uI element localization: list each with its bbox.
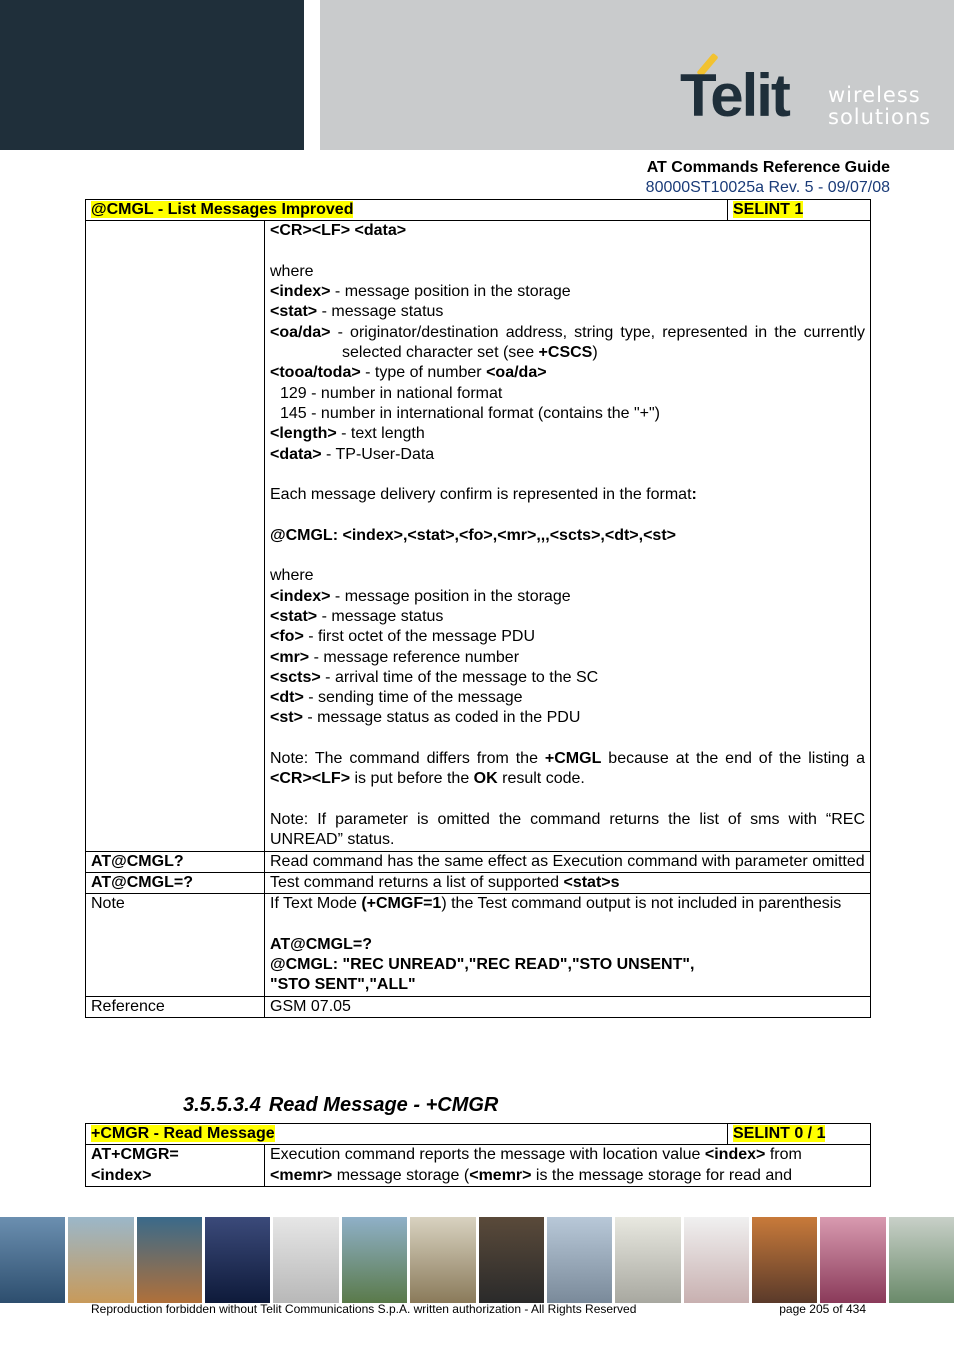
footer-photo — [273, 1217, 338, 1303]
note-text-b: (+CMGF=1 — [361, 895, 442, 913]
table-title-cell — [86, 1124, 728, 1145]
note-ref: +CMGL — [544, 750, 602, 768]
exec-desc-text: from — [765, 1146, 802, 1164]
param-index — [270, 282, 865, 302]
param-name: <scts> — [270, 668, 321, 686]
param-length — [270, 424, 865, 444]
footer-photo — [479, 1217, 544, 1303]
footer-photo — [615, 1217, 680, 1303]
section-title: Read Message - +CMGR — [268, 1094, 499, 1116]
exec-desc-ref: <index> — [704, 1146, 766, 1164]
spacer — [270, 546, 865, 566]
selint-badge: SELINT 0 / 1 — [733, 1125, 826, 1142]
data-line: <CR><LF> <data> — [270, 222, 407, 240]
param-desc: - sending time of the message — [303, 689, 523, 707]
param-ref: <oa/da> — [486, 364, 547, 382]
footer-photo — [889, 1217, 954, 1303]
note-label: Note — [86, 894, 265, 996]
doc-revision: 80000ST10025a Rev. 5 - 09/07/08 — [645, 179, 890, 196]
param-name: <mr> — [270, 648, 310, 666]
test-desc-ref: <stat>s — [563, 873, 620, 891]
spacer — [270, 914, 865, 934]
section-heading — [183, 1094, 498, 1117]
param-desc: - message status — [317, 607, 444, 625]
footer-photo-strip — [0, 1217, 954, 1303]
note-2: Note: If parameter is omitted the command returns the list of sms with “REC UNREAD” status. — [270, 810, 865, 849]
footer-photo — [547, 1217, 612, 1303]
note-text-c: ) the Test command output is not included in parenthesis — [441, 895, 842, 913]
param-ref: +CSCS — [538, 344, 593, 362]
footer-photo — [205, 1217, 270, 1303]
param2-scts — [270, 668, 865, 688]
param2-st — [270, 708, 865, 728]
cmgl-table — [85, 199, 871, 1018]
param-desc: - message reference number — [309, 648, 520, 666]
table-title: +CMGR - Read Message — [91, 1125, 275, 1142]
param-desc: - first octet of the message PDU — [303, 628, 535, 646]
logo-word: Telit — [680, 62, 789, 129]
header-dark-panel — [0, 0, 304, 150]
note-resp-2: "STO SENT","ALL" — [270, 976, 416, 994]
param-desc: - type of number — [360, 364, 487, 382]
exec-desc-text: message storage ( — [332, 1166, 470, 1184]
footer-photo — [752, 1217, 817, 1303]
logo-tagline-1: wireless — [828, 83, 921, 107]
exec-desc-ref: <memr> — [270, 1166, 333, 1184]
param2-dt — [270, 688, 865, 708]
delivery-format: @CMGL: <index>,<stat>,<fo>,<mr>,,,<scts>,<dt>,<st> — [270, 526, 676, 544]
param-tooa — [270, 363, 865, 383]
delivery-intro — [270, 485, 865, 505]
telit-logo — [676, 48, 936, 132]
section-number: 3.5.5.3.4 — [183, 1094, 261, 1116]
ref-label: Reference — [86, 996, 265, 1017]
footer-photo — [342, 1217, 407, 1303]
exec-cmd — [86, 1145, 265, 1187]
note-desc — [265, 894, 871, 996]
param-name: <stat> — [270, 303, 318, 321]
logo-tagline-2: solutions — [828, 105, 932, 129]
param-name: <stat> — [270, 607, 318, 625]
exec-desc — [265, 1145, 871, 1187]
table-row — [86, 851, 871, 872]
spacer — [270, 505, 865, 525]
footer-photo — [820, 1217, 885, 1303]
exec-desc-text: is the message storage for read and — [531, 1166, 793, 1184]
description-cell — [265, 221, 871, 851]
param-name: <tooa/toda> — [270, 364, 361, 382]
delivery-intro-text: Each message delivery confirm is represented in the format — [270, 486, 692, 504]
exec-desc-text: Execution command reports the message with location value — [270, 1146, 705, 1164]
param-desc: - message position in the storage — [330, 587, 571, 605]
selint-cell — [728, 200, 871, 221]
param-desc-end: ) — [592, 344, 598, 362]
footer-page-number: page 205 of 434 — [779, 1302, 866, 1316]
selint-badge: SELINT 1 — [733, 201, 804, 218]
where-label: where — [270, 262, 314, 280]
param-desc: - message position in the storage — [330, 283, 571, 301]
note-text-a: If Text Mode — [270, 895, 362, 913]
footer-photo — [684, 1217, 749, 1303]
param-name: <dt> — [270, 689, 304, 707]
param-value-145: 145 - number in international format (contains the "+") — [280, 404, 660, 422]
param-desc: - originator/destination address, string type, represented in the currently selected character set (see — [330, 323, 865, 362]
param-desc: - message status — [317, 303, 444, 321]
test-desc — [265, 872, 871, 893]
param-name: <index> — [270, 283, 331, 301]
note-text: Note: The command differs from the — [270, 750, 545, 768]
table-row — [86, 894, 871, 996]
table-header-row — [86, 200, 871, 221]
read-desc: Read command has the same effect as Execution command with parameter omitted — [265, 851, 871, 872]
table-row — [86, 1145, 871, 1187]
delivery-colon: : — [691, 486, 697, 504]
table-row — [86, 996, 871, 1017]
param2-mr — [270, 648, 865, 668]
exec-cmd-2: <index> — [91, 1166, 152, 1184]
test-desc-text: Test command returns a list of supported — [270, 873, 564, 891]
spacer — [270, 465, 865, 485]
param-desc: - text length — [336, 425, 425, 443]
param-name: <oa/da> — [270, 323, 331, 341]
param-name: <st> — [270, 709, 303, 727]
selint-cell — [728, 1124, 871, 1145]
param2-index — [270, 587, 865, 607]
param2-stat — [270, 607, 865, 627]
logo-tagline — [828, 84, 931, 128]
note-text: is put before the — [350, 770, 474, 788]
param-name: <length> — [270, 425, 337, 443]
doc-title: AT Commands Reference Guide — [646, 159, 890, 176]
footer-photo — [137, 1217, 202, 1303]
param-data — [270, 445, 865, 465]
table-row — [86, 872, 871, 893]
spacer — [270, 729, 865, 749]
note-ref: OK — [473, 770, 498, 788]
footer-photo — [68, 1217, 133, 1303]
spacer — [270, 790, 865, 810]
param-desc: - TP-User-Data — [321, 445, 435, 463]
param-desc: - message status as coded in the PDU — [302, 709, 581, 727]
cmgr-table — [85, 1123, 871, 1187]
exec-cmd-1: AT+CMGR= — [91, 1146, 179, 1164]
where-label-2: where — [270, 567, 314, 585]
param-oada — [270, 323, 865, 364]
spacer — [270, 242, 865, 262]
test-cmd: AT@CMGL=? — [86, 872, 265, 893]
param2-fo — [270, 627, 865, 647]
empty-cell — [86, 221, 265, 851]
note-text — [270, 894, 865, 914]
table-header-row — [86, 1124, 871, 1145]
note-resp-1: @CMGL: "REC UNREAD","REC READ","STO UNSENT", — [270, 955, 695, 973]
param-name: <index> — [270, 587, 331, 605]
param-value-129: 129 - number in national format — [280, 384, 503, 402]
table-title-cell — [86, 200, 728, 221]
note-cmd: AT@CMGL=? — [270, 935, 372, 953]
param-desc: - arrival time of the message to the SC — [320, 668, 599, 686]
param-name: <data> — [270, 445, 322, 463]
param-stat — [270, 302, 865, 322]
note-text: because at the end of the listing a — [601, 750, 865, 768]
footer-photo — [0, 1217, 65, 1303]
note-text: result code. — [497, 770, 585, 788]
exec-desc-ref: <memr> — [469, 1166, 532, 1184]
footer-copyright: Reproduction forbidden without Telit Communications S.p.A. written authorization - All Rights Reserved — [91, 1302, 637, 1316]
note-1 — [270, 749, 865, 790]
footer-photo — [410, 1217, 475, 1303]
table-title: @CMGL - List Messages Improved — [91, 201, 354, 218]
param-name: <fo> — [270, 628, 304, 646]
ref-value: GSM 07.05 — [265, 996, 871, 1017]
read-cmd: AT@CMGL? — [86, 851, 265, 872]
note-ref: <CR><LF> — [270, 770, 351, 788]
table-row — [86, 221, 871, 851]
